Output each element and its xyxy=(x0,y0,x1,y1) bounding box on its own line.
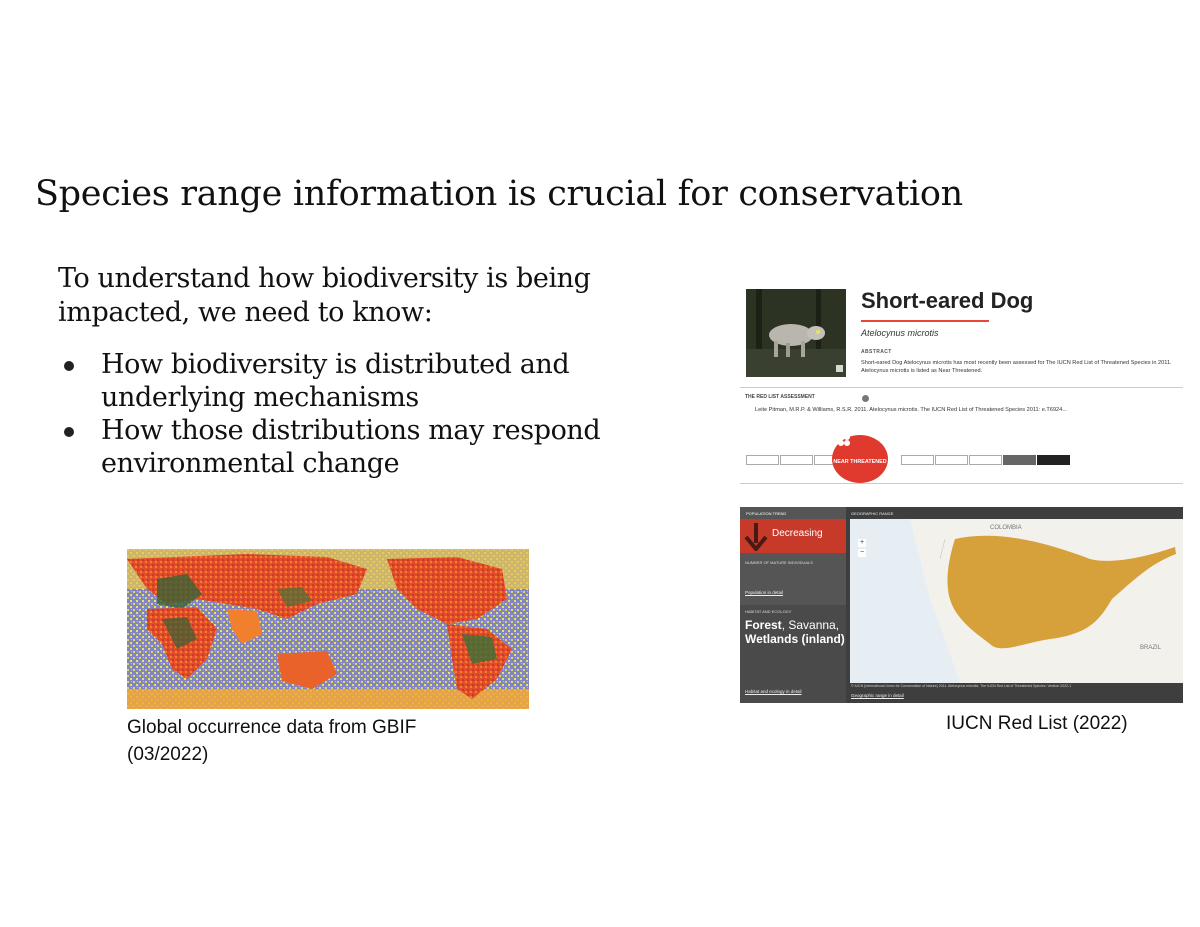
habitat-secondary: , Savanna, xyxy=(781,618,840,632)
iucn-caption: IUCN Red List (2022) xyxy=(946,713,1128,734)
bullet-item xyxy=(58,348,618,414)
range-map[interactable] xyxy=(850,519,1183,683)
gbif-caption-line1: Global occurrence data from GBIF xyxy=(127,717,417,738)
dog-photo-image xyxy=(746,289,846,377)
assessment-heading: THE RED LIST ASSESSMENT xyxy=(745,394,815,400)
habitat-wetlands: Wetlands (inland) xyxy=(745,632,845,646)
geo-heading: GEOGRAPHIC RANGE xyxy=(851,511,894,516)
map-label-colombia: COLOMBIA xyxy=(990,525,1022,531)
species-photo xyxy=(746,289,846,377)
bullet-item xyxy=(58,414,618,480)
habitat-primary: Forest xyxy=(745,618,782,632)
intro-text: To understand how biodiversity is being impacted, we need to know: xyxy=(58,263,591,328)
category-label: NEAR THREATENED xyxy=(833,459,887,465)
scale-cell-cr xyxy=(969,455,1002,465)
abstract-heading: ABSTRACT xyxy=(861,349,892,355)
category-scale xyxy=(746,455,1071,465)
gbif-caption-line2: (03/2022) xyxy=(127,744,209,765)
scale-cell-en xyxy=(935,455,968,465)
population-link[interactable]: Population in detail xyxy=(745,590,784,595)
population-trend-box xyxy=(740,519,846,553)
gbif-caption xyxy=(127,714,547,768)
redlist-logo-icon xyxy=(837,433,851,447)
title-underline xyxy=(861,320,989,322)
bullet-icon xyxy=(64,427,74,437)
map-label-brazil: BRAZIL xyxy=(1140,645,1162,651)
range-map-graphic xyxy=(850,519,1183,683)
zoom-out-button[interactable]: − xyxy=(859,549,865,556)
population-trend: Decreasing xyxy=(772,528,823,539)
gbif-occurrence-map xyxy=(127,549,529,709)
scale-cell-ew xyxy=(1003,455,1036,465)
geo-link[interactable]: Geographic range in detail xyxy=(851,693,904,698)
divider xyxy=(740,483,1183,484)
scientific-name: Atelocynus microtis xyxy=(861,328,939,338)
iucn-redlist-screenshot xyxy=(740,283,1183,703)
world-map-graphic xyxy=(127,549,529,709)
mature-heading: NUMBER OF MATURE INDIVIDUALS xyxy=(745,560,813,565)
bullet-text: How biodiversity is distributed and underlying mechanisms xyxy=(101,349,570,413)
scale-cell-ne xyxy=(746,455,779,465)
scale-cell-vu xyxy=(901,455,934,465)
habitat-heading: HABITAT AND ECOLOGY xyxy=(745,609,792,614)
habitat-box xyxy=(740,605,846,703)
assessment-citation: Leite Pitman, M.R.P. & Williams, R.S.R. 2011. Atelocynus microtis. The IUCN Red List of Threatened Species 2011: e.T6924... xyxy=(755,407,1067,413)
bullet-text: How those distributions may respond environmental change xyxy=(101,415,601,479)
scale-cell-dd xyxy=(780,455,813,465)
bullet-icon xyxy=(64,361,74,371)
population-heading: POPULATION TREND xyxy=(746,511,787,516)
info-panel xyxy=(740,507,846,703)
habitat-text xyxy=(745,618,845,646)
scale-cell-ex xyxy=(1037,455,1070,465)
divider xyxy=(740,387,1183,388)
geographic-range-panel xyxy=(846,507,1183,703)
map-footer: © IUCN (International Union for Conservation of Nature) 2011. Atelocynus microtis. The IUCN Red List of Threatened Species. Version 2022-1 xyxy=(851,684,1072,688)
info-icon[interactable] xyxy=(862,395,869,402)
habitat-link[interactable]: Habitat and ecology in detail xyxy=(745,689,802,694)
species-name: Short-eared Dog xyxy=(861,288,1034,313)
arrow-down-icon xyxy=(742,521,770,551)
zoom-in-button[interactable]: + xyxy=(859,539,865,546)
abstract-text: Short-eared Dog Atelocynus microtis has most recently been assessed for The IUCN Red List of Threatened Species in 2011. Atelocynus microtis is listed as Near Threatened. xyxy=(861,360,1172,374)
slide-title: Species range information is crucial for conservation xyxy=(35,174,963,214)
bullet-list xyxy=(58,348,618,480)
